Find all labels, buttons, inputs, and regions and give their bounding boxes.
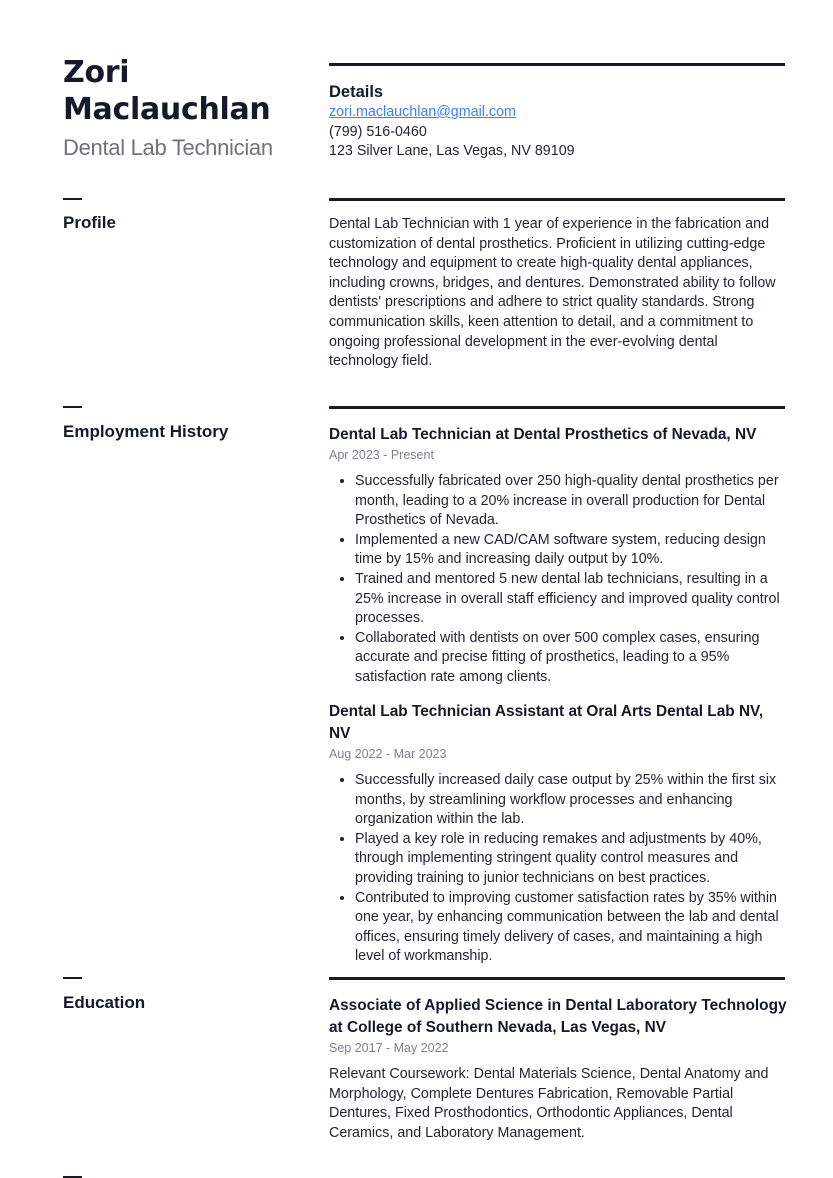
list-item: • Trained and mentored 5 new dental lab technicians, resulting in a 25% increase in overall staff efficiency and improved quality control processes. xyxy=(355,570,787,629)
details-section xyxy=(329,81,787,162)
job-entry xyxy=(329,424,787,688)
coursework: Relevant Coursework: Dental Materials Science, Dental Anatomy and Morphology, Complete Dentures Fabrication, Removable Partial Dentures, Fixed Prosthodontics, Orthodontic Appliances, Dental Ceramics, and Laboratory Management. xyxy=(329,1066,769,1141)
section-divider xyxy=(329,406,785,409)
job-entry-title: Dental Lab Technician Assistant at Oral Arts Dental Lab NV, NV xyxy=(329,703,764,742)
details-heading: Details xyxy=(329,83,384,101)
education-entry xyxy=(329,995,787,1143)
education-heading: Education xyxy=(63,993,146,1012)
profile-heading: Profile xyxy=(63,213,116,232)
profile-section xyxy=(329,215,787,372)
job-bullets xyxy=(329,472,787,688)
job-entry xyxy=(329,701,787,967)
email-link[interactable]: zori.maclauchlan@gmail.com xyxy=(329,104,516,120)
education-dates: Sep 2017 - May 2022 xyxy=(329,1041,449,1055)
section-divider xyxy=(329,977,785,980)
list-item: • Successfully fabricated over 250 high-quality dental prosthetics per month, leading to a 20% increase in overall production for Dental Prosthetics of Nevada. xyxy=(355,472,787,531)
job-bullets xyxy=(329,771,787,967)
address: 123 Silver Lane, Las Vegas, NV 89109 xyxy=(329,143,575,160)
employment-heading: Employment History xyxy=(63,422,229,441)
list-item: • Collaborated with dentists on over 500 complex cases, ensuring accurate and precise fitting of prosthetics, leading to a 95% satisfaction rate among clients. xyxy=(355,629,787,688)
degree-title: Associate of Applied Science in Dental Laboratory Technology at College of Southern Nevada, Las Vegas, NV xyxy=(329,997,787,1036)
profile-text: Dental Lab Technician with 1 year of experience in the fabrication and customization of dental prosthetics. Proficient in utilizing cutting-edge technology and equipment to create high-quality dental appliances, including crowns, bridges, and dentures. Demonstrated ability to follow dentists' prescriptions and adhere to strict quality standards. Strong communication skills, keen attention to detail, and a commitment to ongoing professional development in the ever-evolving dental technology field. xyxy=(329,216,776,370)
phone: (799) 516-0460 xyxy=(329,123,427,140)
job-title: Dental Lab Technician xyxy=(63,135,273,160)
list-item: • Contributed to improving customer satisfaction rates by 35% within one year, by enhancing communication between the lab and dental offices, ensuring timely delivery of cases, and maintaining a high level of workmanship. xyxy=(355,889,787,967)
section-divider xyxy=(329,63,785,66)
job-entry-dates: Aug 2022 - Mar 2023 xyxy=(329,747,447,761)
job-entry-title: Dental Lab Technician at Dental Prosthetics of Nevada, NV xyxy=(329,426,757,443)
section-dash xyxy=(63,977,82,979)
list-item: • Played a key role in reducing remakes and adjustments by 40%, through implementing stringent quality control measures and providing training to junior technicians on best practices. xyxy=(355,830,787,889)
candidate-name: Zori Maclauchlan xyxy=(63,55,271,127)
list-item: • Implemented a new CAD/CAM software system, reducing design time by 15% and increasing daily output by 10%. xyxy=(355,531,787,570)
job-entry-dates: Apr 2023 - Present xyxy=(329,448,434,462)
list-item: • Successfully increased daily case output by 25% within the first six months, by streamlining workflow processes and enhancing organization within the lab. xyxy=(355,771,787,830)
section-dash xyxy=(63,198,82,200)
section-divider xyxy=(329,198,785,201)
section-dash xyxy=(63,406,82,408)
